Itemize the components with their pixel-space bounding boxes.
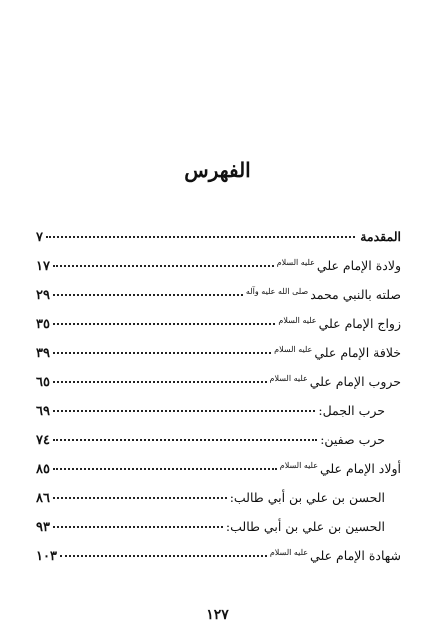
- toc-entry: [36, 287, 401, 316]
- toc-entry-label: زواج الإمام عليعليه السلام: [278, 316, 401, 332]
- leader-dots: [53, 323, 275, 325]
- toc-entry-label: حروب الإمام عليعليه السلام: [269, 374, 401, 390]
- toc-entry-page: ٦٥: [36, 375, 50, 391]
- toc-entry: [36, 229, 401, 258]
- leader-dots: [53, 294, 243, 296]
- honorific-ligature: صلى الله عليه وآله: [245, 287, 309, 296]
- page-number: ١٢٧: [206, 607, 229, 623]
- toc-entry-page: ٨٦: [36, 491, 50, 506]
- toc-entry: [36, 461, 401, 490]
- toc-entry-label: المقدمة: [360, 229, 401, 244]
- leader-dots: [46, 236, 355, 238]
- honorific-ligature: عليه السلام: [274, 345, 313, 354]
- toc-entry: [36, 345, 401, 374]
- toc-entry-label: ولادة الإمام عليعليه السلام: [276, 258, 401, 274]
- toc-entry-label: أولاد الإمام عليعليه السلام: [279, 461, 401, 477]
- leader-dots: [53, 497, 227, 499]
- honorific-ligature: عليه السلام: [276, 258, 315, 267]
- leader-dots: [53, 439, 317, 441]
- toc-entry-label: صلته بالنبي محمدصلى الله عليه وآله: [245, 287, 401, 303]
- toc-entry-page: ٦٩: [36, 404, 50, 419]
- toc-entry-page: ٧: [36, 230, 43, 245]
- honorific-ligature: عليه السلام: [269, 548, 309, 557]
- toc-entry-page: ١٠٣: [36, 549, 57, 565]
- toc-entry-label: خلافة الإمام عليعليه السلام: [274, 345, 401, 361]
- leader-dots: [53, 265, 274, 267]
- toc-subentry: [36, 432, 401, 461]
- toc-entry-label: الحسن بن علي بن أبي طالب:: [229, 490, 385, 505]
- leader-dots: [60, 555, 267, 557]
- table-of-contents: [36, 229, 401, 577]
- honorific-ligature: عليه السلام: [279, 461, 318, 470]
- toc-subentry: [36, 403, 401, 432]
- toc-entry-label: الحسين بن علي بن أبي طالب:: [225, 519, 385, 534]
- toc-subentry: [36, 490, 401, 519]
- toc-subentry: [36, 519, 401, 548]
- toc-entry-label: حرب الجمل:: [318, 403, 385, 418]
- leader-dots: [53, 468, 277, 470]
- toc-entry: [36, 374, 401, 403]
- honorific-ligature: عليه السلام: [278, 316, 317, 325]
- toc-entry-page: ٩٣: [36, 520, 50, 535]
- toc-entry-page: ٢٩: [36, 288, 50, 304]
- leader-dots: [53, 410, 315, 412]
- leader-dots: [53, 381, 267, 383]
- honorific-ligature: عليه السلام: [269, 374, 308, 383]
- toc-entry-label: حرب صفين:: [320, 432, 385, 447]
- toc-entry-page: ١٧: [36, 259, 50, 275]
- leader-dots: [53, 352, 271, 354]
- leader-dots: [53, 526, 223, 528]
- toc-entry-page: ٣٩: [36, 346, 50, 362]
- page-title: الفهرس: [184, 158, 251, 182]
- toc-entry-page: ٧٤: [36, 433, 50, 448]
- toc-entry-page: ٨٥: [36, 462, 50, 478]
- toc-entry: [36, 548, 401, 577]
- toc-entry: [36, 258, 401, 287]
- toc-entry-page: ٣٥: [36, 317, 50, 333]
- toc-entry-label: شهادة الإمام عليعليه السلام: [269, 548, 401, 564]
- toc-entry: [36, 316, 401, 345]
